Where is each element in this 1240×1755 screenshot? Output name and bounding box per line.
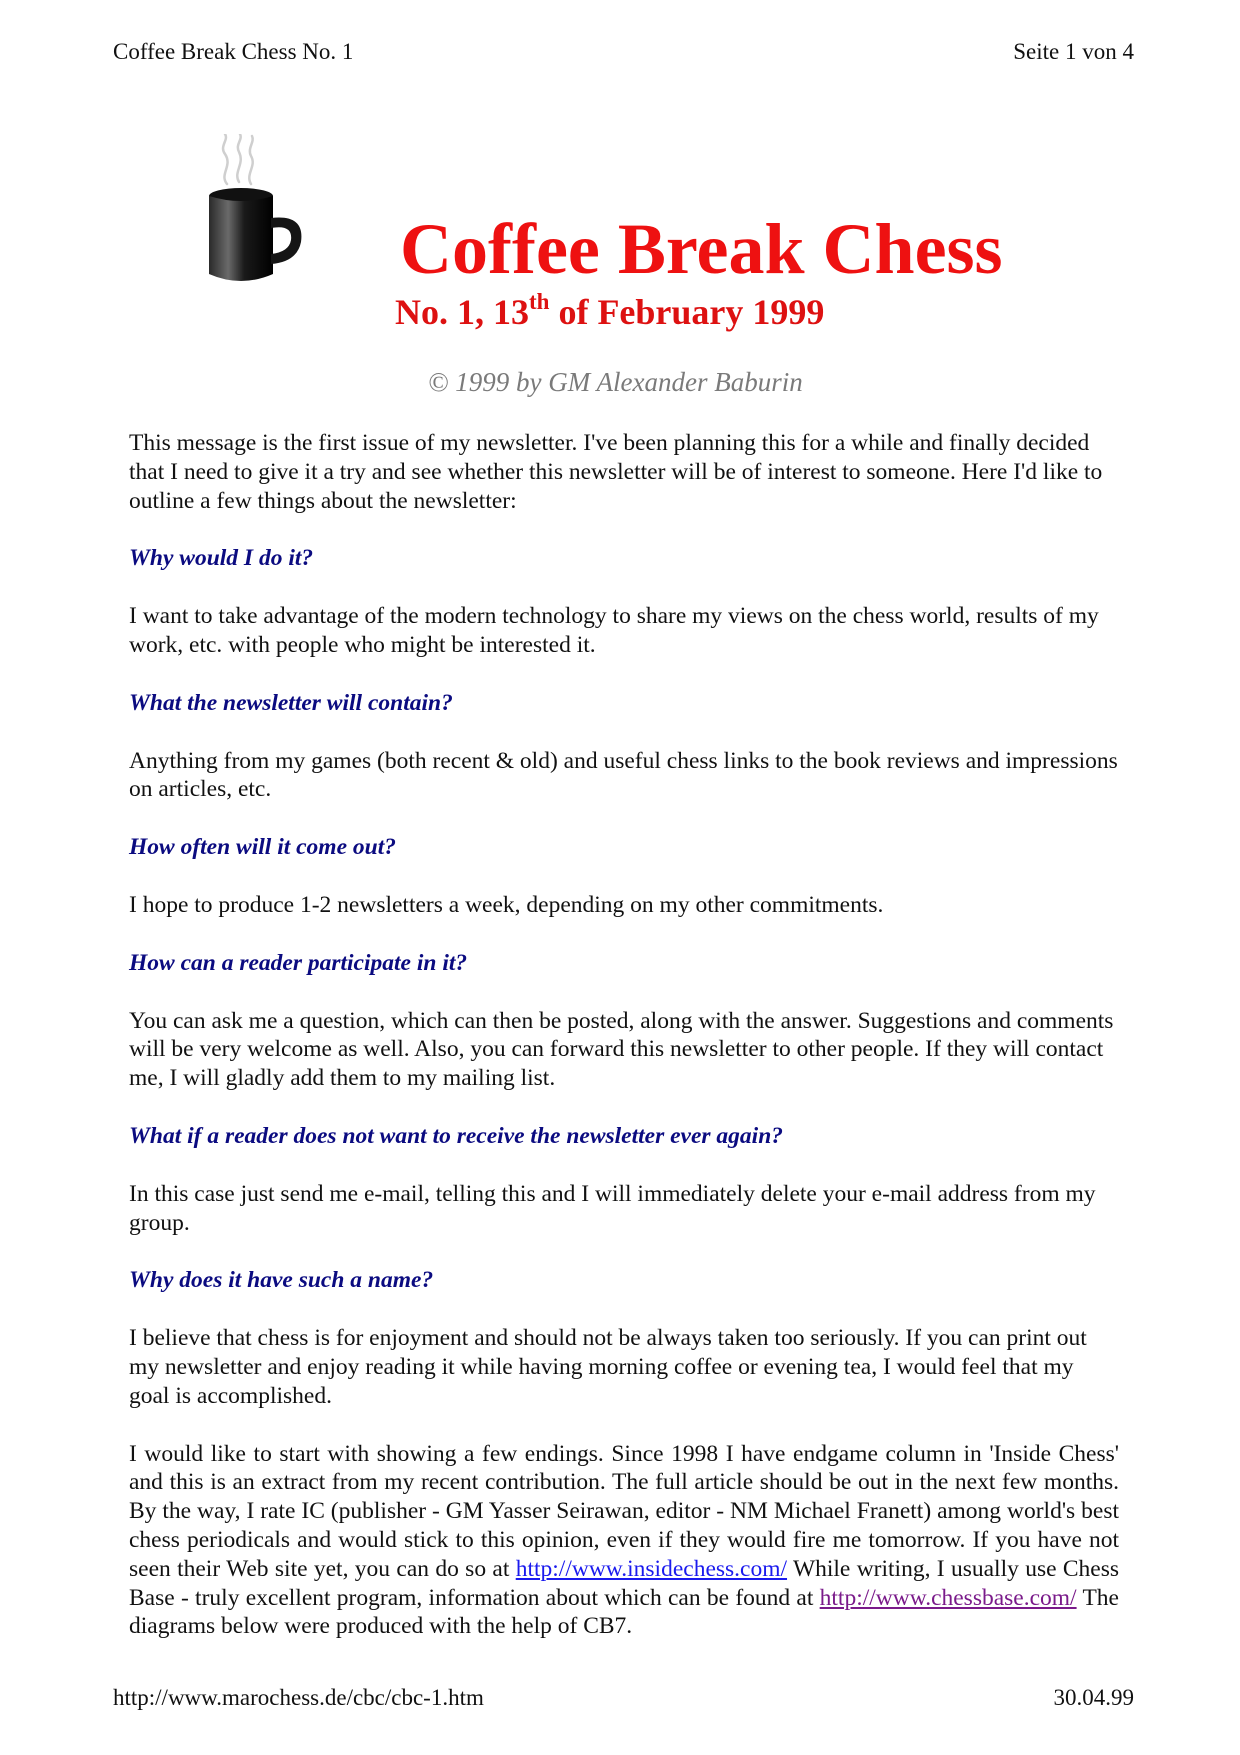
closing-text-2: While writing, I usually use Chess Base - truly excellent program, information about which can be found at: [129, 1555, 1120, 1611]
intro-paragraph: This message is the first issue of my newsletter. I've been planning this for a while and finally decided that I need to give it a try and see whether this newsletter will be of interest to someone. Here I'd like to outline a few things about the newsletter:: [129, 430, 1103, 514]
insidechess-link[interactable]: http://www.insidechess.com/: [515, 1555, 788, 1582]
section-body: I want to take advantage of the modern technology to share my views on the chess world, results of my work, etc. with people who might be interested it.: [129, 603, 1099, 658]
section-heading: How often will it come out?: [129, 834, 396, 861]
header-page-number: Seite 1 von 4: [1013, 39, 1134, 64]
page-header: [113, 38, 1134, 66]
closing-text-3: The diagrams below were produced with the help of CB7.: [129, 1584, 1119, 1640]
chessbase-link[interactable]: http://www.chessbase.com/: [819, 1584, 1077, 1611]
section-body: I hope to produce 1-2 newsletters a week, depending on my other commitments.: [129, 891, 884, 918]
section-heading: What if a reader does not want to receive the newsletter ever again?: [129, 1122, 784, 1149]
issue-month-year: of February 1999: [549, 292, 825, 332]
section-body: Anything from my games (both recent & old) and useful chess links to the book reviews and impressions on articles, etc.: [129, 747, 1118, 803]
article-body: [129, 429, 1119, 1670]
closing-paragraph: [129, 1440, 1119, 1642]
footer-url: http://www.marochess.de/cbc/cbc-1.htm: [113, 1685, 484, 1710]
section-heading: Why does it have such a name?: [129, 1267, 434, 1294]
issue-line: [395, 290, 824, 334]
section-heading: How can a reader participate in it?: [129, 949, 468, 976]
newsletter-title: Coffee Break Chess: [400, 209, 1003, 289]
coffee-mug-icon: [205, 134, 315, 284]
section-heading: What the newsletter will contain?: [129, 689, 453, 716]
section-body: I believe that chess is for enjoyment and should not be always taken too seriously. If you can print out my newsletter and enjoy reading it while having morning coffee or evening tea, I would feel that my goal is accomplished.: [129, 1325, 1087, 1409]
footer-date: 30.04.99: [1053, 1685, 1134, 1710]
ordinal-suffix: th: [529, 289, 550, 314]
page-footer: [113, 1684, 1134, 1712]
issue-number-date: No. 1, 13: [395, 292, 529, 332]
header-doc-title: Coffee Break Chess No. 1: [113, 39, 354, 64]
copyright-notice: © 1999 by GM Alexander Baburin: [428, 367, 803, 397]
section-heading: Why would I do it?: [129, 545, 314, 572]
section-body: You can ask me a question, which can then be posted, along with the answer. Suggestions and comments will be very welcome as well. Also, you can forward this newsletter to other people. If they will contact me, I will gladly add them to my mailing list.: [129, 1007, 1114, 1092]
section-body: In this case just send me e-mail, telling this and I will immediately delete your e-mail address from my group.: [129, 1180, 1096, 1236]
closing-text-1: I would like to start with showing a few endings. Since 1998 I have endgame column in 'Inside Chess' and this is an extract from my recent contribution. The full article should be out in the next few months. By the way, I rate IC (publisher - GM Yasser Seirawan, editor - NM Michael Franett) among world's best chess periodicals and would stick to this opinion, even if they would fire me tomorrow. If you have not seen their Web site yet, you can do so at: [129, 1440, 1119, 1582]
